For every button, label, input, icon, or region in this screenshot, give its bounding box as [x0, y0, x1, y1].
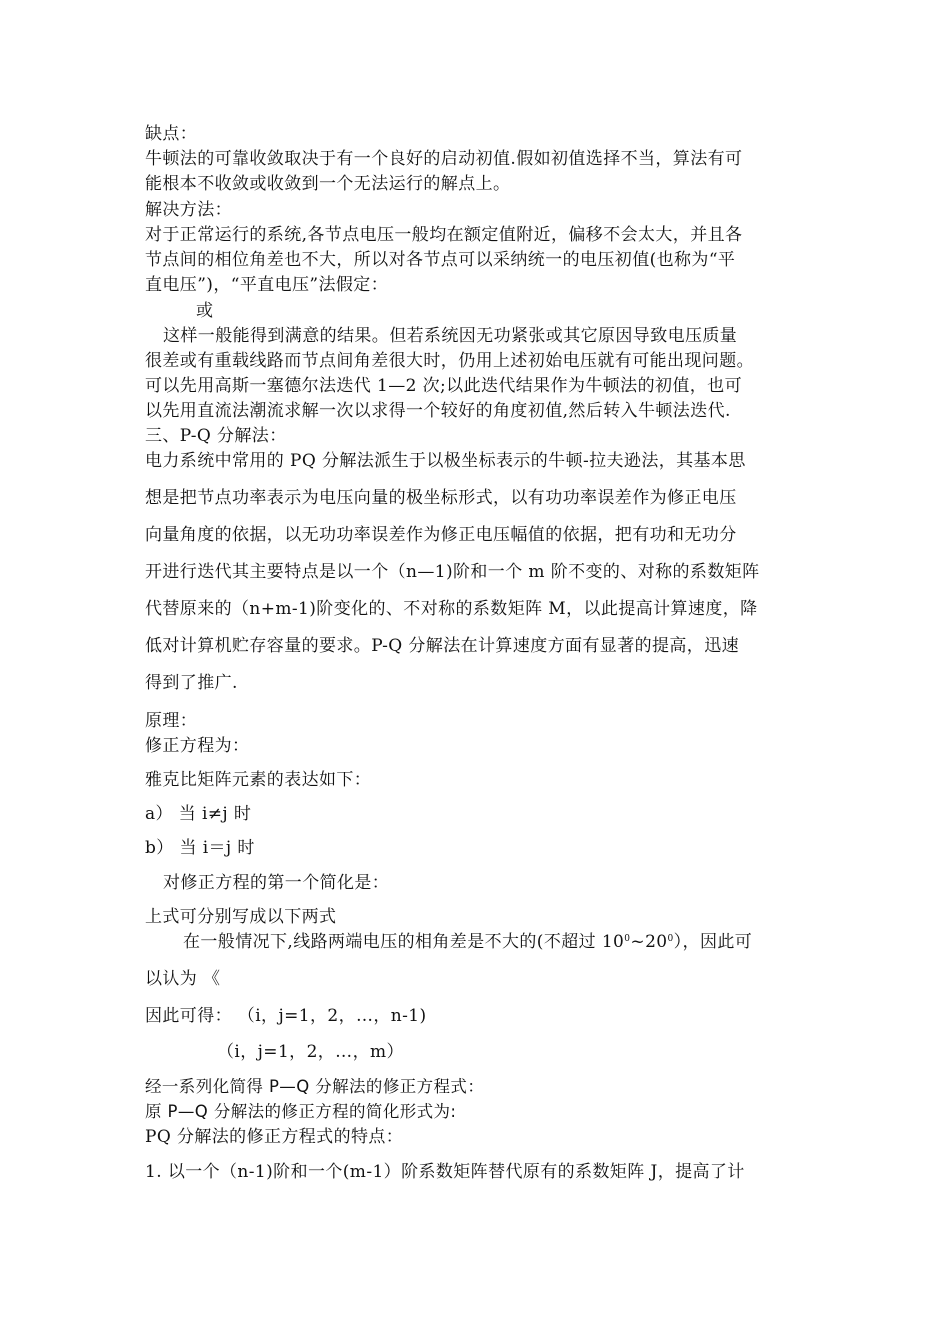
text-line: 能根本不收敛或收敛到一个无法运行的解点上。 [145, 174, 511, 194]
text-line: 低对计算机贮存容量的要求。P-Q 分解法在计算速度方面有显著的提高，迅速 [145, 636, 739, 656]
text-line: 很差或有重载线路而节点间角差很大时，仍用上述初始电压就有可能出现问题。 [145, 351, 754, 371]
section-heading-pq: 三、P-Q 分解法： [145, 426, 287, 446]
superscript-degree: 0 [667, 934, 674, 944]
text-segment: 在一般情况下,线路两端电压的相角差是不大的(不超过 10 [183, 932, 625, 952]
text-line-with-superscript [183, 931, 848, 953]
text-segment: ~20 [630, 932, 668, 952]
heading-principle: 原理： [145, 711, 198, 731]
text-or: 或 [196, 301, 214, 321]
text-line: 上式可分别写成以下两式 [145, 907, 337, 927]
text-line: 因此可得： （i，j=1，2，…，n-1) [145, 1006, 427, 1026]
text-line-bold: 原 P—Q 分解法的修正方程的简化形式为: [145, 1102, 457, 1121]
text-line: 对于正常运行的系统,各节点电压一般均在额定值附近，偏移不会太大，并且各 [145, 225, 743, 245]
text-line: 得到了推广. [145, 673, 238, 693]
text-line-bold: 经一系列化简得 P—Q 分解法的修正方程式： [145, 1077, 485, 1096]
text-line: 修正方程为： [145, 736, 250, 756]
text-line: PQ 分解法的修正方程式的特点： [145, 1127, 404, 1147]
list-item-a: a） 当 i≠j 时 [145, 804, 252, 824]
text-line: 电力系统中常用的 PQ 分解法派生于以极坐标表示的牛顿-拉夫逊法，其基本思 [145, 451, 746, 471]
text-line: 直电压”)，“平直电压”法假定： [145, 275, 389, 295]
text-segment: ），因此可 [673, 932, 753, 952]
text-line: 以认为 《 [145, 969, 221, 989]
text-line: （i，j=1，2，…，m） [217, 1042, 404, 1062]
text-line: 可以先用高斯一塞德尔法迭代 1—2 次;以此迭代结果作为牛顿法的初值，也可 [145, 376, 742, 396]
text-line: 雅克比矩阵元素的表达如下： [145, 770, 372, 790]
text-line: 想是把节点功率表示为电压向量的极坐标形式，以有功功率误差作为修正电压 [145, 488, 737, 508]
heading-disadvantages: 缺点： [145, 124, 198, 144]
text-line: 节点间的相位角差也不大，所以对各节点可以采纳统一的电压初值(也称为“平 [145, 250, 736, 270]
text-line: 向量角度的依据，以无功功率误差作为修正电压幅值的依据，把有功和无功分 [145, 525, 737, 545]
text-line: 开进行迭代其主要特点是以一个（n—1)阶和一个 m 阶不变的、对称的系数矩阵 [145, 562, 760, 582]
text-line: 牛顿法的可靠收敛取决于有一个良好的启动初值.假如初值选择不当，算法有可 [145, 149, 743, 169]
heading-solution: 解决方法： [145, 200, 232, 220]
text-line: 对修正方程的第一个简化是： [163, 873, 390, 893]
text-line: 以先用直流法潮流求解一次以求得一个较好的角度初值,然后转入牛顿法迭代. [145, 401, 731, 421]
text-line: 代替原来的（n+m-1)阶变化的、不对称的系数矩阵 M，以此提高计算速度，降 [145, 599, 758, 619]
text-line: 这样一般能得到满意的结果。但若系统因无功紧张或其它原因导致电压质量 [163, 326, 738, 346]
superscript-degree: 0 [624, 934, 631, 944]
list-item-1: 1. 以一个（n-1)阶和一个(m-1）阶系数矩阵替代原有的系数矩阵 J，提高了计 [145, 1162, 745, 1182]
list-item-b: b） 当 i＝j 时 [145, 838, 255, 858]
